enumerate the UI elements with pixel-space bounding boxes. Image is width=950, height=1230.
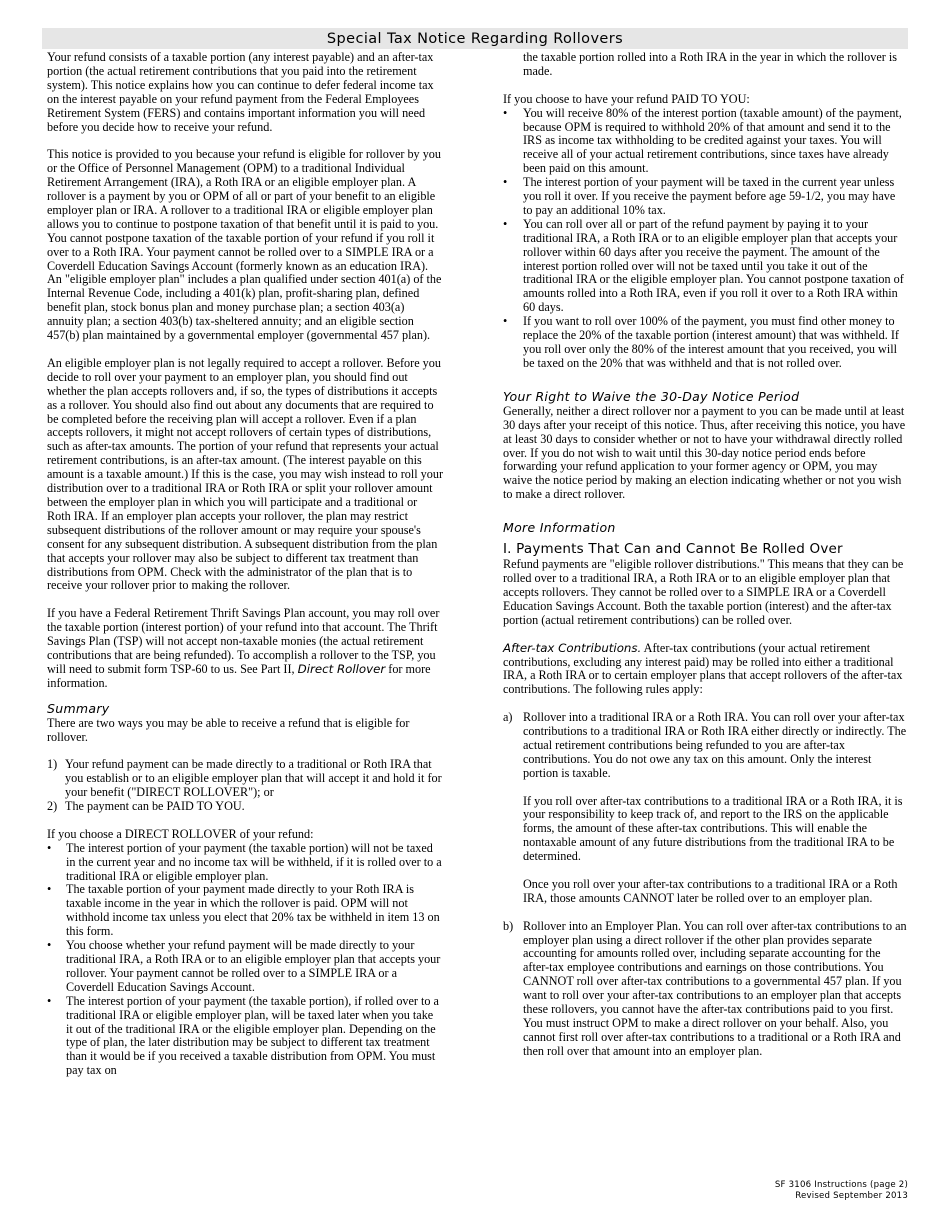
summary-heading: Summary [47, 700, 110, 716]
list-item: • The interest portion of your payment (the taxable portion), if rolled over to a traditional IRA or eligible employer plan, will be taxed later when you take it out of the traditional IRA or the eligible employer plan. Depending on the type of plan, the later distribution may be subject to different tax treatment than it would be if you received a taxable distribution from OPM. You must pay tax on [47, 995, 443, 1078]
waive-heading: Your Right to Waive the 30-Day Notice Period [503, 388, 800, 404]
options-list [47, 758, 443, 814]
paragraph-tsp [47, 607, 443, 690]
rule-a-restriction: Once you roll over your after-tax contributions to a traditional IRA or a Roth IRA, those amounts CANNOT later be rolled over to an employer plan. [523, 876, 898, 905]
after-tax-paragraph [503, 642, 907, 698]
right-column [503, 51, 907, 1059]
option-text: The payment can be PAID TO YOU. [65, 799, 245, 814]
option-text: Your refund payment can be made directly to a traditional or Roth IRA that you establish or to an eligible employer plan that will accept it and hold it for your benefit ("DIRECT ROLLOVER"); or [65, 757, 442, 800]
after-tax-label: After-tax Contributions. [503, 640, 642, 655]
part-one-text: Refund payments are "eligible rollover distributions." This means that they can be rolled over to a traditional IRA, a Roth IRA or to an eligible employer plan that accepts rollovers. They cannot be rolled over to a SIMPLE IRA or a Coverdell Education Savings Account. Both the taxable portion (interest) and the after-tax portion (actual retirement contributions) can be rolled over. [503, 557, 904, 627]
option-number: 1) [47, 757, 58, 772]
option-item [47, 758, 443, 800]
form-identifier: SF 3106 Instructions (page 2) [774, 1180, 908, 1190]
list-item: • You will receive 80% of the interest portion (taxable amount) of the payment, because OPM is required to withhold 20% of that amount and send it to the IRS as income tax withholding to be credited against your taxes. You will receive all of your actual retirement contributions, since taxes have already been paid on this amount. [503, 107, 907, 177]
paid-to-you-intro: If you choose to have your refund PAID TO YOU: [503, 91, 750, 106]
option-item [47, 800, 443, 814]
rule-a-reporting: If you roll over after-tax contributions to a traditional IRA or a Roth IRA, it is your responsibility to keep track of, and report to the IRS on the applicable forms, the amount of these after-tax contributions. This will enable the nontaxable amount of any future distributions from the traditional IRA to be determined. [523, 793, 903, 864]
list-item: • The interest portion of your payment will be taxed in the current year unless you roll it over. If you receive the payment before age 59-1/2, you may have to pay an additional 10% tax. [503, 176, 907, 218]
waive-text: Generally, neither a direct rollover nor a payment to you can be made until at least 30 days after your receipt of this notice. Thus, after receiving this notice, you have at least 30 days to consider whether or not to have your withdrawal directly rolled over. If you do not wish to wait until this 30-day notice period ends before forwarding your refund application to your former agency or OPM, you may waive the notice period by making an election indicating whether or not you wish to make a direct rollover. [503, 403, 906, 502]
rule-b [503, 920, 907, 1059]
rule-a-text: Rollover into a traditional IRA or a Roth IRA. You can roll over your after-tax contributions to a traditional IRA or Roth IRA either directly or indirectly. The actual retirement contributions being refunded to you are after-tax contributions. You do not owe any tax on this amount. Only the interest portion is taxable. [523, 710, 907, 780]
direct-rollover-intro: If you choose a DIRECT ROLLOVER of your refund: [47, 826, 314, 841]
after-tax-text: After-tax contributions (your actual retirement contributions, excluding any interest paid) may be rolled into either a traditional IRA, a Roth IRA or to certain employer plans that accept rollovers of the after-tax contributions. The following rules apply: [503, 640, 903, 697]
paragraph-eligibility: This notice is provided to you because your refund is eligible for rollover by you or the Office of Personnel Management (OPM) to a traditional Individual Retirement Arrangement (IRA), a Roth IRA or an eligible employer plan. A rollover is a payment by you or OPM of all or part of your benefit to an eligible employer plan or IRA. A rollover to a traditional IRA or eligible employer plan allows you to continue to postpone taxation of that benefit until it is paid to you. You cannot postpone taxation of the taxable portion of your refund if you roll it over to a Roth IRA. Your payment cannot be rolled over to a SIMPLE IRA or a Coverdell Education Savings Account (formerly known as an education IRA). An "eligible employer plan" includes a plan qualified under section 401(a) of the Internal Revenue Code, including a 401(k) plan, profit-sharing plan, defined benefit plan, stock bonus plan and money purchase plan; a section 403(a) annuity plan; a section 403(b) tax-sheltered annuity; and an eligible section 457(b) plan maintained by a governmental employer (governmental 457 plan). [47, 147, 442, 343]
list-item: • You can roll over all or part of the refund payment by paying it to your traditional IRA, a Roth IRA or to an eligible employer plan that accepts your rollover within 60 days after you receive the payment. The amount of the interest portion rolled over will not be taxed until you take it out of the traditional IRA or the eligible employer plan. You cannot postpone taxation of amounts rolled into a Roth IRA, even if you roll it over to a Roth IRA within 60 days. [503, 218, 907, 315]
tsp-text-a: If you have a Federal Retirement Thrift Savings Plan account, you may roll over the taxable portion (interest portion) of your refund into that account. The Thrift Savings Plan (TSP) will not accept non-taxable monies (the actual retirement contributions that are being refunded). To accomplish a rollover to the TSP, you will need to submit form TSP-60 to us. See Part II, [47, 606, 440, 676]
revision-date: Revised September 2013 [795, 1190, 908, 1201]
option-number: 2) [47, 799, 58, 814]
paragraph-intro: Your refund consists of a taxable portion (any interest payable) and an after-tax portion (the actual retirement contributions that you paid into the retirement system). This notice explains how you can continue to defer federal income tax on the interest payable on your refund payment from the Federal Employees Retirement System (FERS) and contains important information you will need before you decide how to receive your refund. [47, 50, 434, 134]
direct-rollover-reference: Direct Rollover [297, 661, 386, 676]
rule-b-text: Rollover into an Employer Plan. You can roll over after-tax contributions to an employer plan using a direct rollover if the other plan provides separate accounting for amounts rolled over, including separate accounting for the after-tax employee contributions and earnings on those contributions. You CANNOT roll over after-tax contributions to a governmental 457 plan. If you want to roll over your after-tax contributions to an employer plan that accepts these rollovers, you cannot have the after-tax contributions paid to you first. You must instruct OPM to make a direct rollover on your behalf. Also, you cannot first roll over after-tax contributions to a traditional or a Roth IRA and then roll over that amount into an employer plan. [523, 918, 907, 1058]
list-item: • You choose whether your refund payment will be made directly to your traditional IRA, a Roth IRA or to an eligible employer plan that accepts your rollover. Your payment cannot be rolled over to a SIMPLE IRA or a Coverdell Education Savings Account. [47, 939, 443, 995]
left-column [47, 51, 443, 1078]
list-item: • If you want to roll over 100% of the payment, you must find other money to replace the 20% of the taxable portion (interest amount) that was withheld. If you roll over only the 80% of the interest amount that you received, you will be taxed on the 20% that was withheld and that is not rolled over. [503, 315, 907, 371]
rule-a [503, 711, 907, 906]
summary-intro: There are two ways you may be able to receive a refund that is eligible for rollover. [47, 715, 410, 744]
more-information-heading: More Information [503, 520, 616, 536]
page-title: Special Tax Notice Regarding Rollovers [326, 31, 624, 47]
footer [775, 1180, 908, 1201]
paragraph-employer-plan: An eligible employer plan is not legally required to accept a rollover. Before you decide to roll over your payment to an employer plan, you should find out whether the plan accepts rollovers and, if so, the types of distributions it accepts as a rollover. You should also find out about any documents that are required to be completed before the receiving plan will accept a rollover. Even if a plan accepts rollovers, it might not accept rollovers of certain types of distributions, such as after-tax amounts. The portion of your refund that represents your actual retirement contributions, is an after-tax amount. (The interest payable on this amount is a taxable amount.) If this is the case, you may wish instead to roll your distribution over to a traditional IRA or Roth IRA or split your rollover amount between the employer plan in which you will participate and a traditional or Roth IRA. If an employer plan accepts your rollover, the plan may restrict subsequent distributions of the rollover amount or may require your spouse's consent for any subsequent distribution. A subsequent distribution from the plan that accepts your rollover may also be subject to different tax treatment than distributions from OPM. Check with the administrator of the plan that is to receive your rollover prior to making the rollover. [47, 355, 444, 593]
title-bar [42, 28, 908, 49]
tsp-text-b: for more information. [47, 661, 431, 690]
direct-rollover-list [47, 842, 443, 1078]
list-item: • The interest portion of your payment (the taxable portion) will not be taxed in the current year and no income tax will be withheld, if it is rolled over to a traditional IRA or eligible employer plan. [47, 842, 443, 884]
part-one-heading: I. Payments That Can and Cannot Be Rolled Over [503, 541, 843, 558]
paid-to-you-list [503, 107, 907, 371]
rule-letter: b) [503, 918, 514, 933]
list-item: • The taxable portion of your payment made directly to your Roth IRA is taxable income in the year in which the rollover is paid. OPM will not withhold income tax unless you elect that 20% tax be withheld in item 13 on this form. [47, 883, 443, 939]
continued-text: the taxable portion rolled into a Roth IRA in the year in which the rollover is made. [523, 50, 898, 78]
rule-letter: a) [503, 710, 513, 725]
